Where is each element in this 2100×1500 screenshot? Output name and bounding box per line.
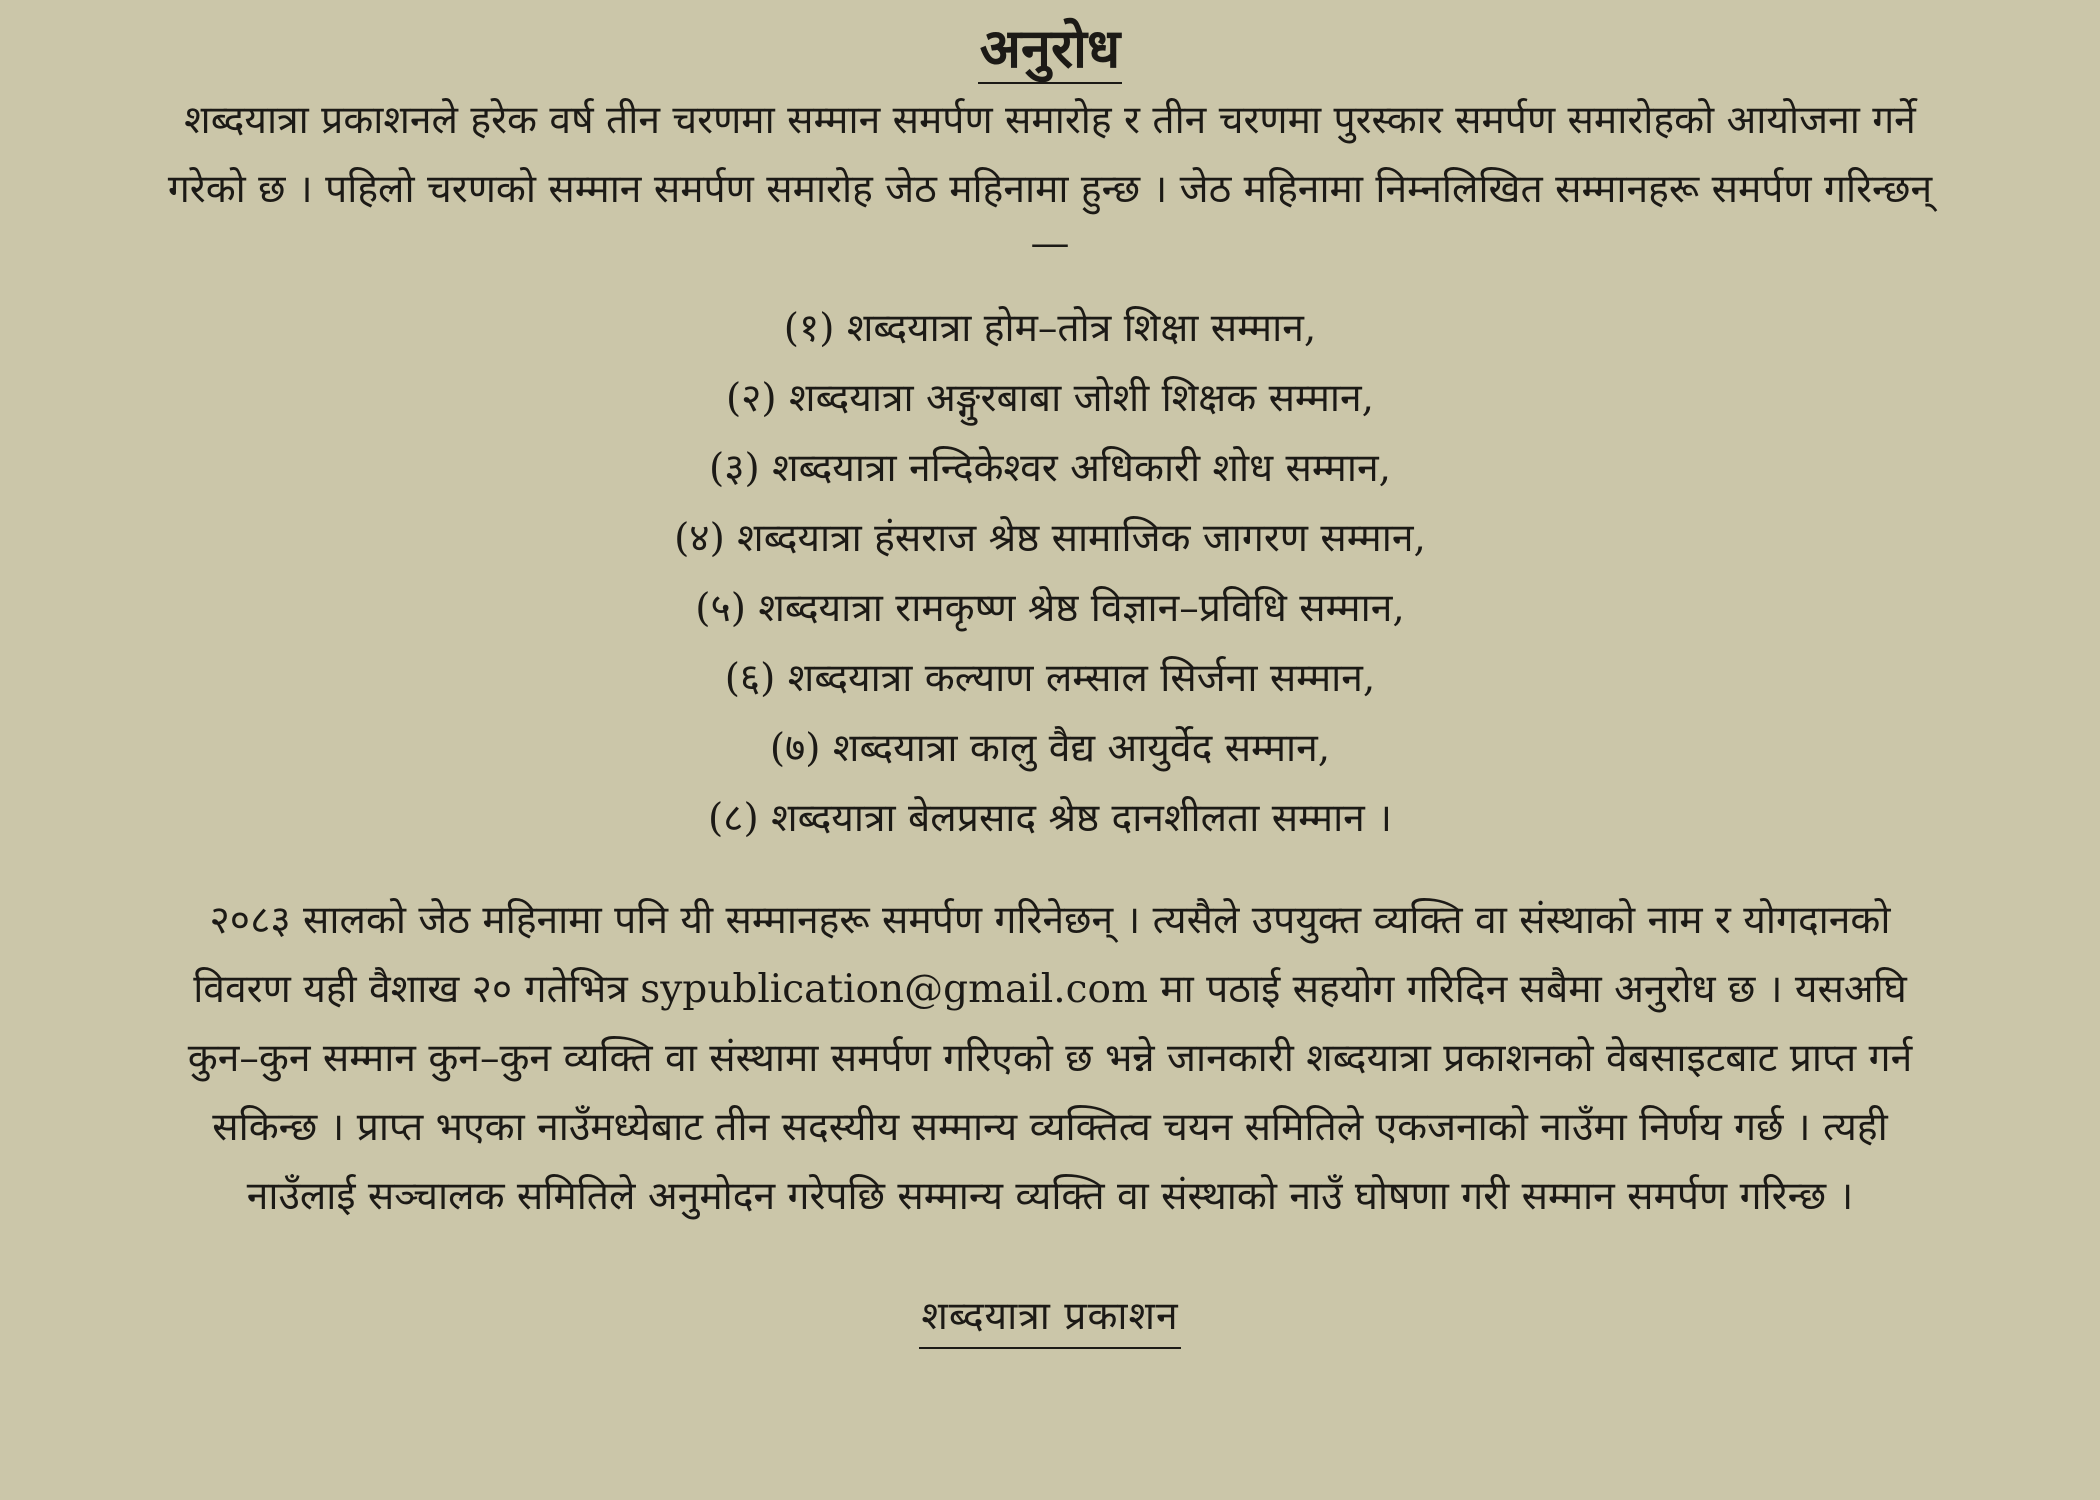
intro-dash: — bbox=[1030, 221, 1070, 266]
award-item: (५) शब्दयात्रा रामकृष्ण श्रेष्ठ विज्ञान–प्रविधि सम्मान, bbox=[695, 586, 1405, 631]
request-paragraph bbox=[46, 886, 2054, 1231]
award-item: (३) शब्दयात्रा नन्दिकेश्वर अधिकारी शोध सम्मान, bbox=[708, 446, 1391, 491]
intro-paragraph bbox=[46, 86, 2054, 224]
award-item: (१) शब्दयात्रा होम–तोत्र शिक्षा सम्मान, bbox=[783, 306, 1317, 351]
request-line: नाउँलाई सञ्चालक समितिले अनुमोदन गरेपछि सम्मान्य व्यक्ति वा संस्थाको नाउँ घोषणा गरी सम्मान समर्पण गरिन्छ । bbox=[246, 1174, 1854, 1219]
signature-wrap bbox=[46, 1231, 2054, 1349]
awards-list bbox=[46, 294, 2054, 854]
publisher-signature: शब्दयात्रा प्रकाशन bbox=[919, 1289, 1180, 1349]
award-item: (२) शब्दयात्रा अङ्गुरबाबा जोशी शिक्षक सम्मान, bbox=[725, 376, 1375, 421]
award-item: (७) शब्दयात्रा कालु वैद्य आयुर्वेद सम्मान, bbox=[769, 726, 1331, 771]
title-wrap bbox=[46, 14, 2054, 86]
intro-line: शब्दयात्रा प्रकाशनले हरेक वर्ष तीन चरणमा सम्मान समर्पण समारोह र तीन चरणमा पुरस्कार समर्पण समारोहको आयोजना गर्ने bbox=[184, 98, 1916, 143]
request-line: २०८३ सालको जेठ महिनामा पनि यी सम्मानहरू समर्पण गरिनेछन् । त्यसैले उपयुक्त व्यक्ति वा संस्थाको नाम र योगदानको bbox=[209, 898, 1891, 943]
intro-line: गरेको छ । पहिलो चरणको सम्मान समर्पण समारोह जेठ महिनामा हुन्छ । जेठ महिनामा निम्नलिखित सम्मानहरू समर्पण गरिन्छन् bbox=[167, 167, 1933, 212]
request-line: कुन–कुन सम्मान कुन–कुन व्यक्ति वा संस्थामा समर्पण गरिएको छ भन्ने जानकारी शब्दयात्रा प्रकाशनको वेबसाइटबाट प्राप्त गर्न bbox=[187, 1036, 1913, 1081]
request-line: सकिन्छ । प्राप्त भएका नाउँमध्येबाट तीन सदस्यीय सम्मान्य व्यक्तित्व चयन समितिले एकजनाको नाउँमा निर्णय गर्छ । त्यही bbox=[212, 1105, 1888, 1150]
award-item: (४) शब्दयात्रा हंसराज श्रेष्ठ सामाजिक जागरण सम्मान, bbox=[674, 516, 1426, 561]
request-line: विवरण यही वैशाख २० गतेभित्र sypublication@gmail.com मा पठाई सहयोग गरिदिन सबैमा अनुरोध छ । यसअघि bbox=[193, 967, 1907, 1012]
award-item: (८) शब्दयात्रा बेलप्रसाद श्रेष्ठ दानशीलता सम्मान । bbox=[707, 796, 1393, 841]
award-item: (६) शब्दयात्रा कल्याण लम्साल सिर्जना सम्मान, bbox=[724, 656, 1376, 701]
notice-title: अनुरोध bbox=[978, 14, 1123, 84]
